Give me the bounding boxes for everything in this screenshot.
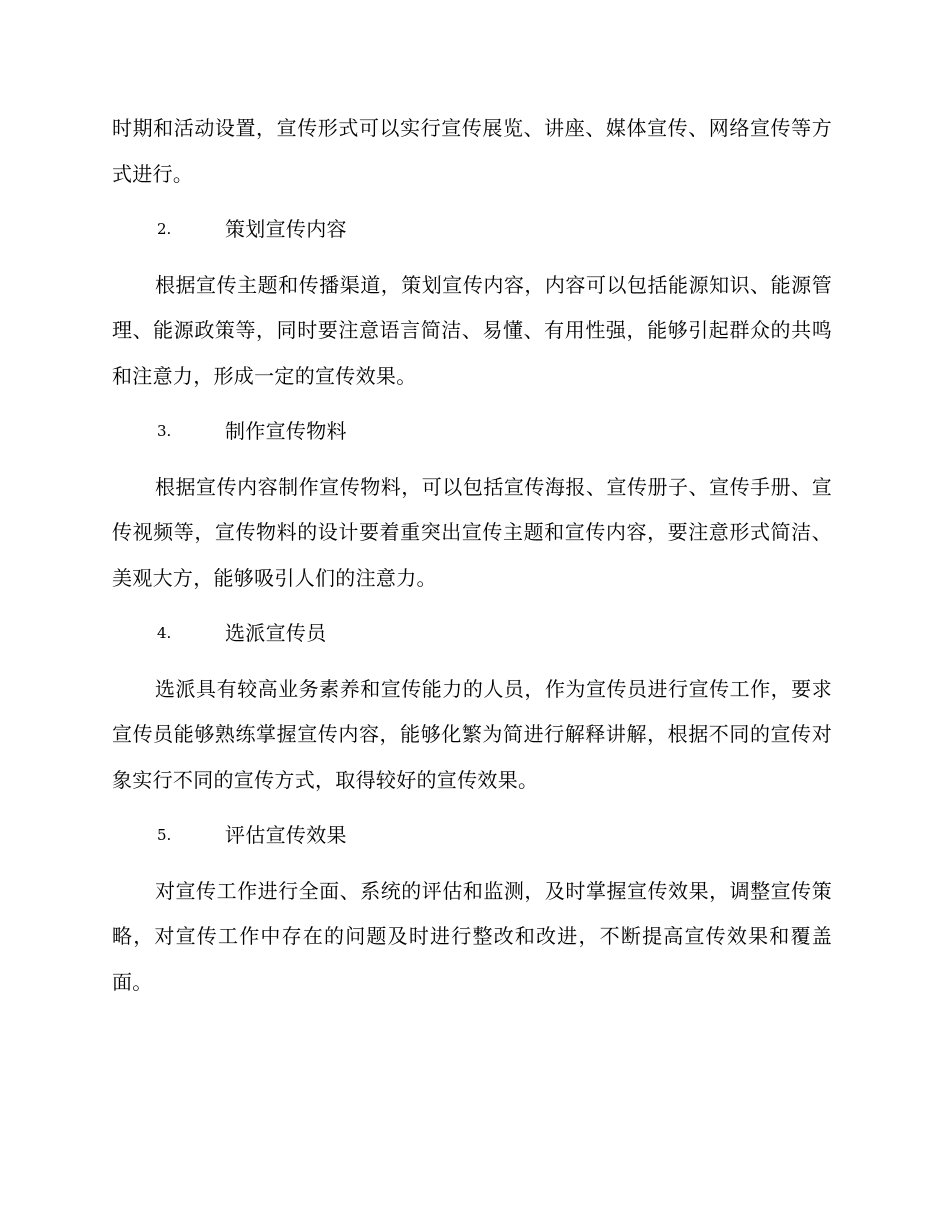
intro-paragraph: 时期和活动设置，宣传形式可以实行宣传展览、讲座、媒体宣传、网络宣传等方式进行。 (112, 116, 832, 186)
section-number: 4. (157, 624, 172, 642)
section-body: 选派具有较高业务素养和宣传能力的人员，作为宣传员进行宣传工作，要求宣传员能够熟练掌握宣传内容，能够化繁为简进行解释讲解，根据不同的宣传对象实行不同的宣传方式，取得较好的宣传效果。 (112, 676, 832, 792)
section-title: 选派宣传员 (225, 621, 327, 645)
section-heading (112, 207, 832, 253)
section-number: 3. (157, 422, 172, 440)
section-body: 对宣传工作进行全面、系统的评估和监测，及时掌握宣传效果，调整宣传策略，对宣传工作中存在的问题及时进行整改和改进，不断提高宣传效果和覆盖面。 (112, 878, 832, 994)
section-3 (112, 409, 832, 601)
section-body: 根据宣传内容制作宣传物料，可以包括宣传海报、宣传册子、宣传手册、宣传视频等，宣传物料的设计要着重突出宣传主题和宣传内容，要注意形式简洁、美观大方，能够吸引人们的注意力。 (112, 474, 832, 590)
section-body: 根据宣传主题和传播渠道，策划宣传内容，内容可以包括能源知识、能源管理、能源政策等，同时要注意语言简洁、易懂、有用性强，能够引起群众的共鸣和注意力，形成一定的宣传效果。 (112, 272, 832, 388)
section-heading (112, 813, 832, 859)
section-number: 2. (157, 220, 172, 238)
section-heading (112, 611, 832, 657)
section-2 (112, 207, 832, 399)
document-body (112, 106, 832, 1015)
section-5 (112, 813, 832, 1005)
section-number: 5. (157, 826, 172, 844)
section-title: 评估宣传效果 (225, 823, 347, 847)
section-title: 策划宣传内容 (225, 217, 347, 241)
section-4 (112, 611, 832, 803)
section-heading (112, 409, 832, 455)
section-title: 制作宣传物料 (225, 419, 347, 443)
